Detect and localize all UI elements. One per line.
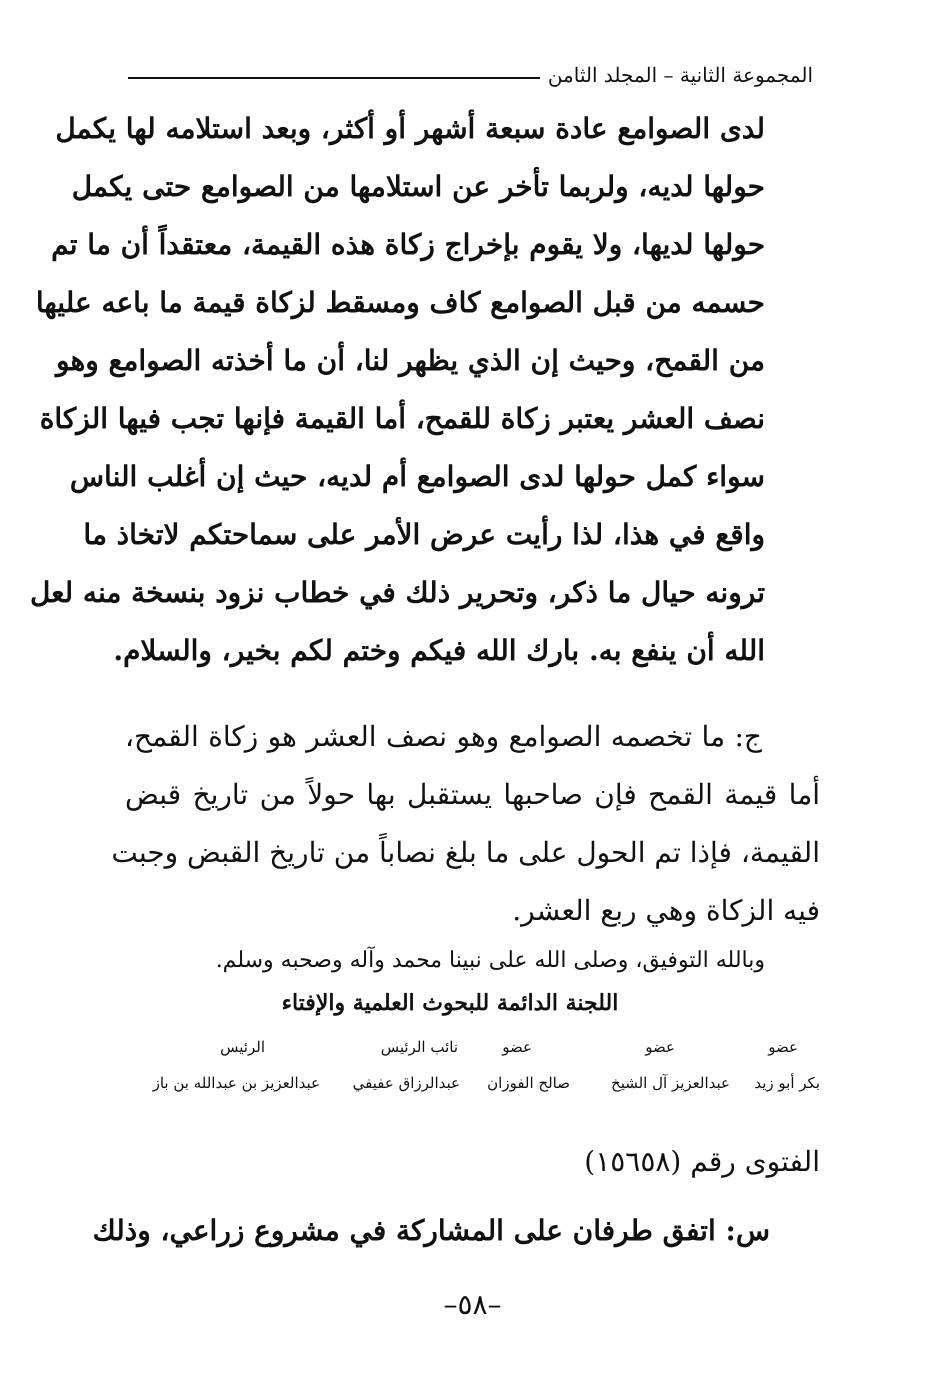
fatwa-number: الفتوى رقم (١٥٦٥٨): [584, 1145, 820, 1178]
signature-name: بكر أبو زيد: [754, 1074, 820, 1092]
closing-line: وبالله التوفيق، وصلى الله على نبينا محمد وآله وصحبه وسلم.: [215, 948, 765, 973]
question-line: حولها لديه، ولربما تأخر عن استلامها من الصوامع حتى يكمل: [71, 170, 765, 203]
signature-name: صالح الفوزان: [487, 1074, 570, 1092]
signature-role: عضو: [645, 1038, 675, 1056]
signature-names: [140, 1074, 820, 1104]
signature-role: عضو: [768, 1038, 798, 1056]
next-question: س: اتفق طرفان على المشاركة في مشروع زراعي، وذلك: [92, 1214, 770, 1247]
signature-role: نائب الرئيس: [380, 1038, 458, 1056]
question-line: لدى الصوامع عادة سبعة أشهر أو أكثر، وبعد استلامه لها يكمل: [55, 112, 765, 145]
running-header: [128, 58, 813, 92]
header-title: المجموعة الثانية – المجلد الثامن: [547, 63, 813, 87]
answer-line: أما قيمة القمح فإن صاحبها يستقبل بها حولاً من تاريخ قبض: [125, 778, 820, 811]
question-line: ترونه حيال ما ذكر، وتحرير ذلك في خطاب نزود بنسخة منه لعل: [29, 576, 765, 609]
question-line: واقع في هذا، لذا رأيت عرض الأمر على سماحتكم لاتخاذ ما: [83, 518, 765, 551]
signature-name: عبدالرزاق عفيفي: [352, 1074, 460, 1092]
question-line: الله أن ينفع به. بارك الله فيكم وختم لكم بخير، والسلام.: [113, 634, 765, 667]
signature-name: عبدالعزيز بن عبدالله بن باز: [152, 1074, 320, 1092]
page-number: –٥٨–: [443, 1288, 502, 1321]
signature-role: عضو: [502, 1038, 532, 1056]
question-line: حولها لديها، ولا يقوم بإخراج زكاة هذه القيمة، معتقداً أن ما تم: [51, 228, 765, 261]
signature-roles: [140, 1038, 820, 1068]
question-line: حسمه من قبل الصوامع كاف ومسقط لزكاة قيمة ما باعه عليها: [35, 286, 765, 319]
header-rule: [128, 77, 540, 79]
answer-line: فيه الزكاة وهي ربع العشر.: [512, 894, 820, 927]
answer-line: القيمة، فإذا تم الحول على ما بلغ نصاباً من تاريخ القبض وجبت: [111, 836, 820, 869]
signature-name: عبدالعزيز آل الشيخ: [611, 1074, 730, 1092]
answer-text: [111, 708, 820, 940]
question-text: [29, 100, 765, 680]
committee-name: اللجنة الدائمة للبحوث العلمية والإفتاء: [281, 990, 619, 1016]
signature-role: الرئيس: [220, 1038, 265, 1056]
answer-line: ج: ما تخصمه الصوامع وهو نصف العشر هو زكاة القمح،: [125, 720, 762, 753]
question-line: نصف العشر يعتبر زكاة للقمح، أما القيمة فإنها تجب فيها الزكاة: [39, 402, 765, 435]
question-line: من القمح، وحيث إن الذي يظهر لنا، أن ما أخذته الصوامع وهو: [56, 344, 765, 377]
question-line: سواء كمل حولها لدى الصوامع أم لديه، حيث إن أغلب الناس: [69, 460, 765, 493]
